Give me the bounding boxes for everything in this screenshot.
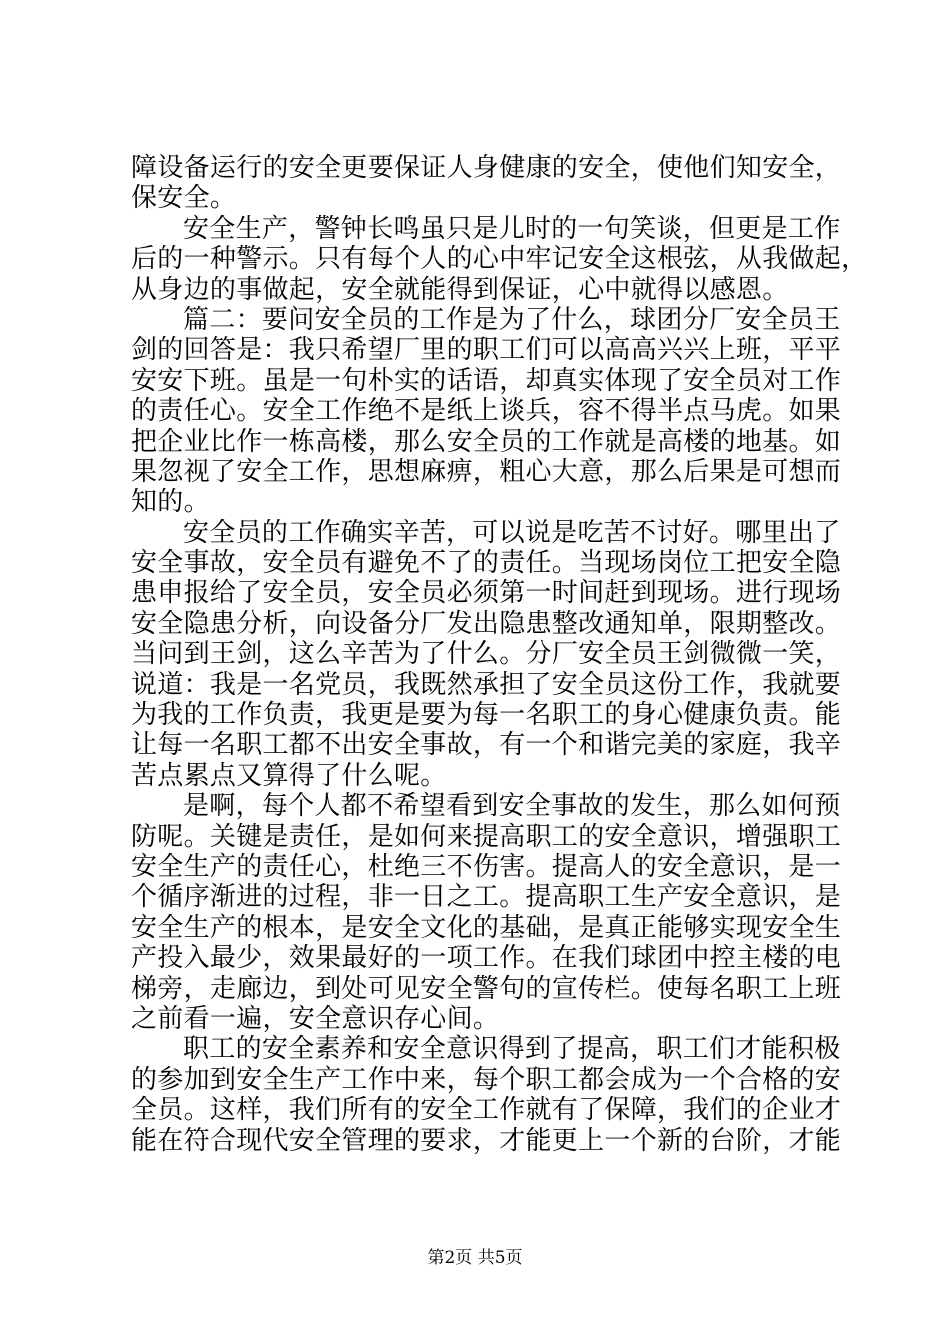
text-line: 安全生产的责任心，杜绝三不伤害。提高人的安全意识，是一 [131,851,842,882]
text-line: 安全生产的根本，是安全文化的基础，是真正能够实现安全生 [131,912,842,943]
text-line: 的责任心。安全工作绝不是纸上谈兵，容不得半点马虎。如果 [131,396,842,427]
text-line: 剑的回答是：我只希望厂里的职工们可以高高兴兴上班，平平 [131,335,842,366]
text-line: 当问到王剑，这么辛苦为了什么。分厂安全员王剑微微一笑， [131,639,842,670]
text-line: 安全生产，警钟长鸣虽只是儿时的一句笑谈，但更是工作 [183,213,841,244]
text-line: 障设备运行的安全更要保证人身健康的安全，使他们知安全， [131,153,842,183]
text-line: 职工的安全素养和安全意识得到了提高，职工们才能积极 [183,1034,841,1065]
paragraph [131,791,842,1034]
text-line: 梯旁，走廊边，到处可见安全警句的宣传栏。使每名职工上班 [131,973,842,1004]
paragraph [131,1034,842,1156]
text-line: 从身边的事做起，安全就能得到保证，心中就得以感恩。 [131,274,789,305]
text-line: 患申报给了安全员，安全员必须第一时间赶到现场。进行现场 [131,578,842,609]
text-line: 苦点累点又算得了什么呢。 [131,760,447,791]
text-line: 安全隐患分析，向设备分厂发出隐患整改通知单，限期整改。 [131,608,842,639]
document-body [131,153,868,1156]
text-line: 全员。这样，我们所有的安全工作就有了保障，我们的企业才 [131,1095,842,1126]
text-line: 把企业比作一栋高楼，那么安全员的工作就是高楼的地基。如 [131,426,842,457]
paragraph [131,213,868,305]
page-footer: 第2页 共5页 [427,1248,523,1268]
text-line: 之前看一遍，安全意识存心间。 [131,1003,500,1034]
text-line: 后的一种警示。只有每个人的心中牢记安全这根弦，从我做起， [131,244,868,275]
text-line: 安安下班。虽是一句朴实的话语，却真实体现了安全员对工作 [131,365,842,396]
text-line: 为我的工作负责，我更是要为每一名职工的身心健康负责。能 [131,700,842,731]
text-line: 保安全。 [131,183,237,214]
text-line: 让每一名职工都不出安全事故，有一个和谐完美的家庭，我辛 [131,730,842,761]
text-line: 的参加到安全生产工作中来，每个职工都会成为一个合格的安 [131,1064,842,1095]
text-line: 篇二：要问安全员的工作是为了什么，球团分厂安全员王 [183,304,841,335]
paragraph [131,153,842,214]
text-line: 安全员的工作确实辛苦，可以说是吃苦不讨好。哪里出了 [183,517,841,548]
text-line: 安全事故，安全员有避免不了的责任。当现场岗位工把安全隐 [131,548,842,579]
text-line: 产投入最少，效果最好的一项工作。在我们球团中控主楼的电 [131,943,842,974]
text-line: 是啊，每个人都不希望看到安全事故的发生，那么如何预 [183,791,841,822]
paragraph [131,304,842,518]
paragraph [131,517,842,792]
text-line: 说道：我是一名党员，我既然承担了安全员这份工作，我就要 [131,669,842,700]
text-line: 防呢。关键是责任，是如何来提高职工的安全意识，增强职工 [131,821,842,852]
text-line: 果忽视了安全工作，思想麻痹，粗心大意，那么后果是可想而 [131,456,842,487]
text-line: 能在符合现代安全管理的要求，才能更上一个新的台阶，才能 [131,1125,842,1156]
text-line: 知的。 [131,487,210,518]
text-line: 个循序渐进的过程，非一日之工。提高职工生产安全意识，是 [131,882,842,913]
